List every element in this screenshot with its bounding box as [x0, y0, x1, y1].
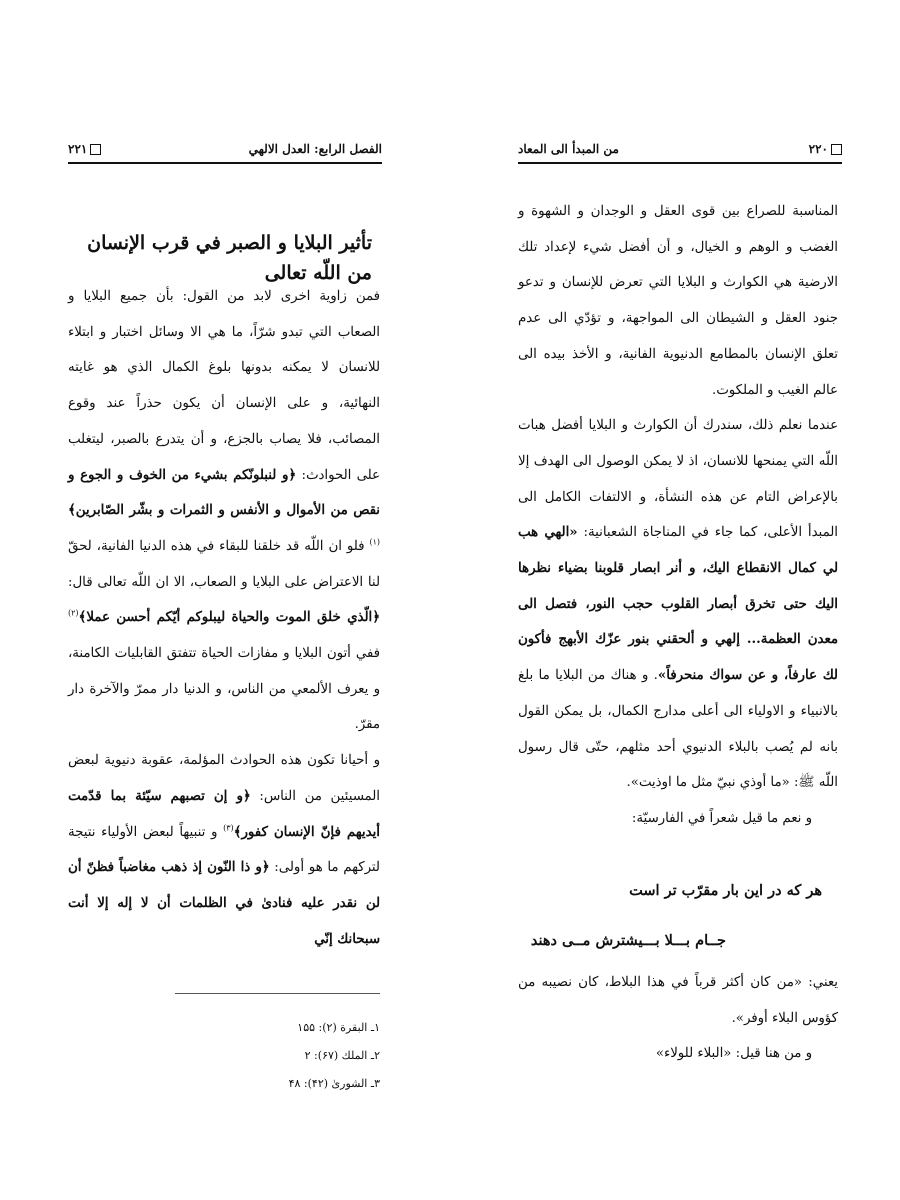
text-run: ففي أتون البلايا و مفازات الحياة تتفتق القابليات الكامنة، و يعرف الألمعي من الناس، و الدنيا دار ممرّ والآخرة دار مقرّ.: [68, 646, 380, 733]
right-page: [450, 0, 900, 1200]
footnotes: [180, 1014, 380, 1098]
left-paragraph-2: [68, 743, 380, 957]
right-after-verse: [518, 965, 838, 1072]
left-body-text: [68, 279, 380, 957]
left-running-head: [68, 138, 382, 160]
right-paragraph-2: [518, 408, 838, 801]
text-run: فمن زاوية اخرى لابد من القول: بأن جميع البلايا و الصعاب التي تبدو شرّاً، ما هي الا وسائل اختبار و ابتلاء للانسان لا يمكنه بدونها بلوغ الكمال الذي هو غايته النهائية، و على الإنسان أن يكون حذراً عند وقوع المصائب، فلا يصاب بالجزع، و أن يتدرع بالصبر، ليتغلب على الحوادث:: [68, 289, 380, 483]
text-run: و أحيانا تكون هذه الحوادث المؤلمة، عقوبة دنيوية لبعض المسيئين من الناس:: [68, 753, 380, 804]
right-page-number-wrap: [809, 142, 842, 156]
persian-verse-line-1: هر كه در اين بار مقرّب تر است: [629, 882, 822, 899]
quran-quote: ﴿و لنبلونّكم بشيء من الخوف و الجوع و نقص من الأموال و الأنفس و الثمرات و بشّر الصّابرين﴾: [68, 467, 380, 519]
square-box-icon: [90, 144, 101, 155]
footnote-ref: (۱): [369, 537, 380, 547]
text-run: . و هناك من البلايا ما بلغ بالانبياء و الاولياء الى أعلى مدارج الكمال، بل يمكن القول بانه لم يُصب بالبلاء الدنيوي أحد مثلهم، حتّى قال رسول اللّه ﷺ: «ما أوذي نبيّ مثل ما اوذيت».: [518, 668, 838, 791]
left-page-number: ۲۲۱: [68, 142, 88, 156]
left-page-number-wrap: [68, 142, 101, 156]
footnote-ref: (۳): [223, 823, 234, 833]
left-header-rule: [68, 162, 382, 164]
footnote-rule: [175, 993, 380, 994]
right-page-number: ۲۲۰: [808, 142, 828, 156]
section-title: تأثير البلايا و الصبر في قرب الإنسان من اللّه تعالى: [87, 232, 372, 284]
right-paragraph-1: المناسبة للصراع بين قوى العقل و الوجدان و الشهوة و الغضب و الوهم و الخيال، و أن أفضل شيء لإعداد تلك الارضية هي الكوارث و البلايا التي تعرض للإنسان و تدعو جنود العقل و الشيطان الى المواجهة، و تؤدّي الى عدم تعلق الإنسان بالمطامع الدنيوية الفانية، و الأخذ بيده الى عالم الغيب و الملكوت.: [518, 204, 838, 398]
quran-quote: ﴿و إن تصبهم سيّئة بما قدّمت أيديهم فإنّ الإنسان كفور﴾: [68, 788, 380, 840]
left-paragraph-1: [68, 279, 380, 743]
text-run: عندما نعلم ذلك، سندرك أن الكوارث و البلايا أفضل هبات اللّه التي يمنحها للانسان، اذ لا يمكن الوصول الى الهدف إلا بالإعراض التام عن هذه النشأة، و الالتفات الكامل الى المبدأ الأعلى، كما جاء في المناجاة الشعبانية:: [518, 418, 839, 541]
right-header-rule: [518, 162, 842, 164]
footnote-2: ۲ـ الملك (۶۷): ۲: [304, 1049, 380, 1062]
closing-line: و من هنا قيل: «البلاء للولاء»: [655, 1046, 812, 1062]
footnote-3: ۳ـ الشورىٰ (۴۲): ۴۸: [288, 1077, 380, 1090]
quran-quote: ﴿و ذا النّون إذ ذهب مغاضباً فظنّ أن لن نقدر عليه فنادىٰ في الظلمات أن لا إله إلا أنت سبحانك إنّي: [68, 860, 380, 947]
persian-verse-line-2: جــام بـــلا بـــيشترش مــى دهند: [530, 932, 726, 949]
square-box-icon: [831, 144, 842, 155]
text-run: فلو ان اللّه قد خلقنا للبقاء في هذه الدنيا الفانية، لحقّ لنا الاعتراض على البلايا و الصعاب، الا ان اللّه تعالى قال:: [68, 538, 380, 590]
footnote-ref: (۲): [68, 608, 79, 618]
text-run: و تنبيهاً لبعض الأولياء نتيجة لتركهم ما هو أولى:: [68, 824, 380, 876]
book-title: من المبدأ الى المعاد: [518, 142, 619, 156]
footnote-1: ۱ـ البقرة (۲): ۱۵۵: [297, 1021, 380, 1034]
right-running-head: [518, 138, 842, 160]
right-paragraph-3: و نعم ما قيل شعراً في الفارسيّة:: [631, 810, 812, 826]
munajat-quote: «الهي هب لي كمال الانقطاع اليك، و أنر ابصار قلوبنا بضياء نظرها اليك حتى تخرق أبصار القلوب حجب النور، فتصل الى معدن العظمة... إلهي و ألحقني بنور عزّك الأبهج فأكون لك عارفاً، و عن سواك منحرفاً»: [518, 525, 838, 684]
right-body-text: [518, 194, 838, 837]
quran-quote: ﴿الّذي خلق الموت والحياة ليبلوكم أيّكم أحسن عملا﴾: [78, 610, 380, 626]
chapter-title: الفصل الرابع: العدل الالهي: [248, 142, 382, 156]
translation-paragraph: يعني: «من كان أكثر قرباً في هذا البلاط، كان نصيبه من كؤوس البلاء أوفر».: [518, 975, 838, 1026]
